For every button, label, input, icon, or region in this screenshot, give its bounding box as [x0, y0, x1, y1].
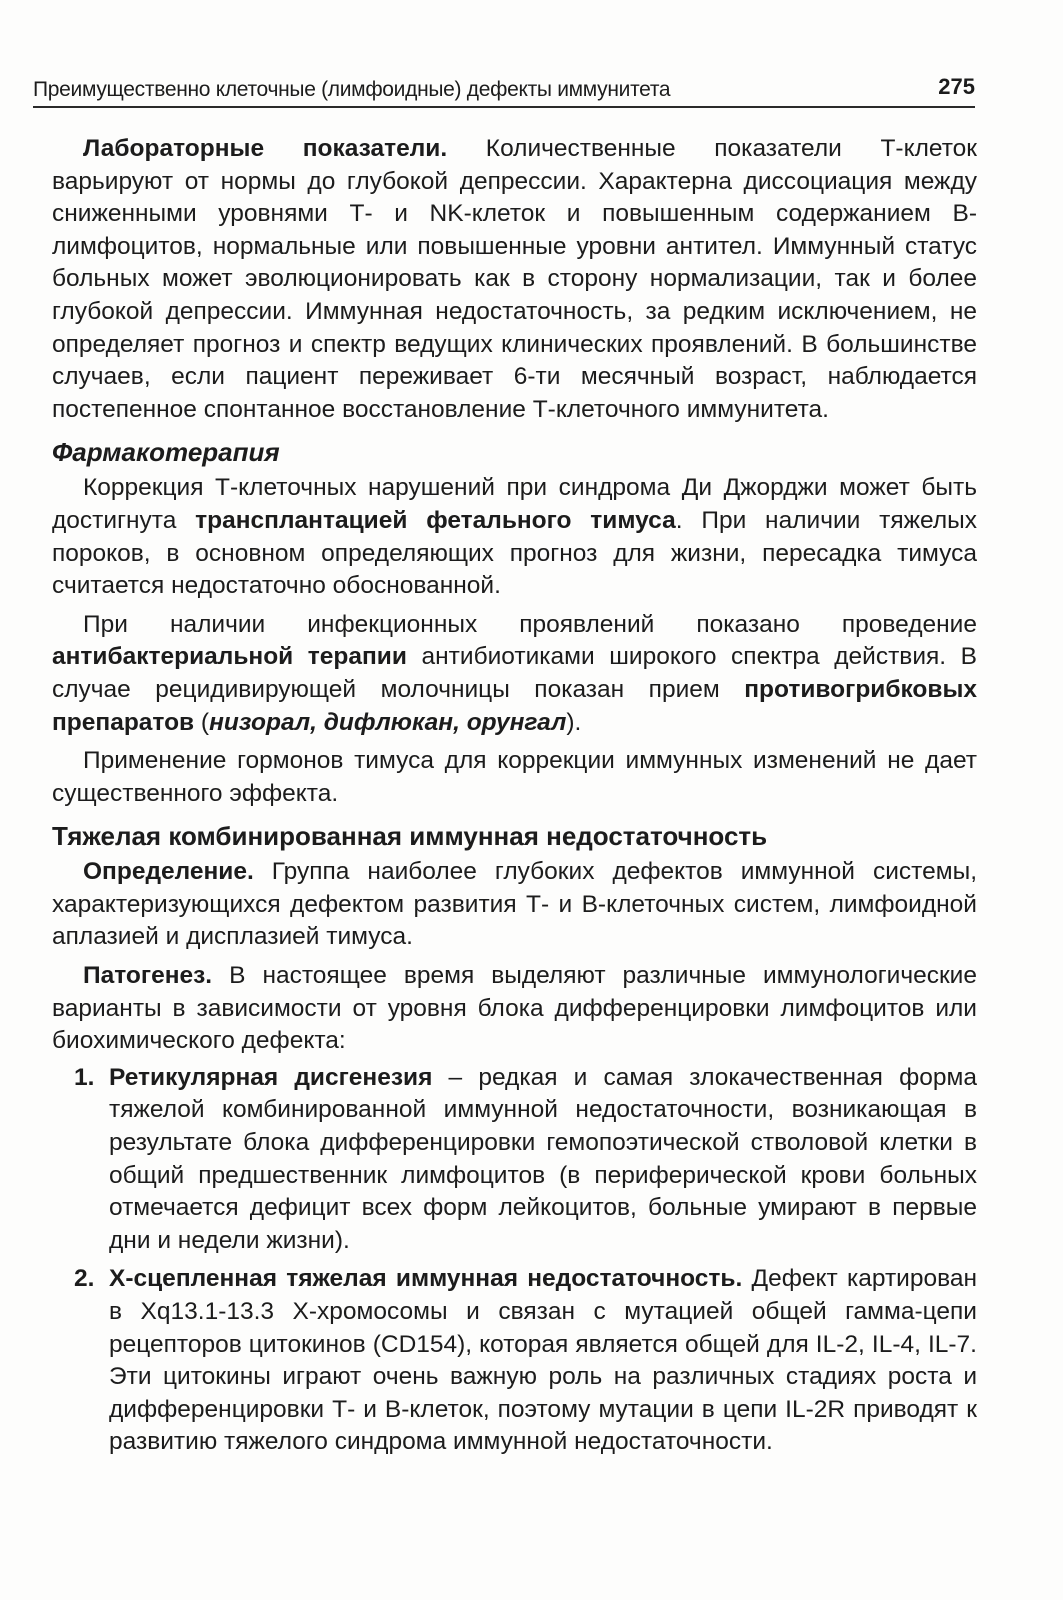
pharma-p2-close-paren: ).	[566, 708, 582, 736]
pathogenesis-label: Патогенез.	[83, 962, 213, 990]
pharma-p2-bold-antibacterial: антибактериальной терапии	[52, 643, 407, 671]
list-item-title: Ретикулярная дисгенезия	[109, 1063, 433, 1091]
scid-heading: Тяжелая комбинированная иммунная недостаточность	[52, 821, 768, 852]
list-item	[52, 1062, 977, 1258]
pharma-p2-text-c: антибиотиками широкого спектра действия. В случае рецидивирующей молочницы показан прием	[52, 643, 977, 703]
lab-label: Лабораторные показатели.	[83, 135, 448, 162]
page-number: 275	[938, 74, 975, 99]
pharma-p2-bold-antifungal: противогрибковых препаратов	[52, 675, 977, 736]
list-item-number: 1.	[74, 1063, 95, 1091]
lab-paragraph	[52, 133, 977, 426]
definition-paragraph	[52, 856, 977, 954]
lab-text: Количественные показатели Т-клеток варьируют от нормы до глубокой депрессии. Характерна диссоциация между сниженными уровнями Т- и NK-клеток и повышенным содержанием В-лимфоцитов, нормальные или повышенные уровни антител. Иммунный статус больных может эволюционировать как в сторону нормализации, так и более глубокой депрессии. Иммунная недостаточность, за редким исключением, не определяет прогноз и спектр ведущих клинических проявлений. В большинстве случаев, если пациент переживает 6-ти месячный возраст, наблюдается постепенное спонтанное восстановление Т-клеточного иммунитета.	[52, 135, 977, 423]
page-body	[52, 133, 977, 1465]
pharma-p2-text-a: При наличии инфекционных проявлений показано проведение	[83, 610, 977, 638]
list-item-number: 2.	[74, 1265, 95, 1293]
list-item-title: Х-сцепленная тяжелая иммунная недостаточность.	[109, 1265, 743, 1293]
pharma-paragraph-2	[52, 609, 977, 739]
pharmacotherapy-heading: Фармакотерапия	[52, 437, 280, 468]
list-item-text: – редкая и самая злокачественная форма тяжелой комбинированной иммунной недостаточности, возникающая в результате блока дифференцировки гемопоэтической стволовой клетки в общий предшественник лимфоцитов (в периферической крови больных отмечается дефицит всех форм лейкоцитов, больные умирают в первые дни и недели жизни).	[109, 1063, 977, 1254]
pharma-p1-text-a: Коррекция Т-клеточных нарушений при синдрома Ди Джорджи может быть достигнута	[52, 474, 977, 534]
pathogenesis-text: В настоящее время выделяют различные иммунологические варианты в зависимости от уровня блока дифференцировки лимфоцитов или биохимического дефекта:	[52, 962, 977, 1055]
pathogenesis-paragraph	[52, 960, 977, 1058]
pharma-p2-drug-names: низорал, дифлюкан, орунгал	[209, 708, 567, 736]
pharma-p2-open-paren: (	[194, 708, 210, 736]
definition-label: Определение.	[83, 858, 254, 886]
list-item-text: Дефект картирован в Xq13.1-13.3 Х-хромосомы и связан с мутацией общей гамма-цепи рецепторов цитокинов (CD154), которая является общей для IL-2, IL-4, IL-7. Эти цитокины играют очень важную роль на различных стадиях роста и дифференцировки Т- и В-клеток, поэтому мутации в цепи IL-2R приводят к развитию тяжелого синдрома иммунной недостаточности.	[109, 1265, 977, 1456]
running-title: Преимущественно клеточные (лимфоидные) дефекты иммунитета	[33, 78, 671, 101]
pharma-paragraph-3: Применение гормонов тимуса для коррекции иммунных изменений не дает существенного эффекта.	[52, 747, 977, 807]
list-item	[52, 1263, 977, 1459]
pharma-p1-text-c: . При наличии тяжелых пороков, в основном определяющих прогноз для жизни, пересадка тимуса считается недостаточно обоснованной.	[52, 506, 977, 600]
page-header	[33, 72, 975, 108]
variants-list	[52, 1062, 977, 1459]
pharma-p1-bold: трансплантацией фетального тимуса	[195, 506, 676, 534]
definition-text: Группа наиболее глубоких дефектов иммунной системы, характеризующихся дефектом развития Т- и В-клеточных систем, лимфоидной аплазией и дисплазией тимуса.	[52, 858, 977, 951]
pharma-paragraph-1	[52, 472, 977, 602]
